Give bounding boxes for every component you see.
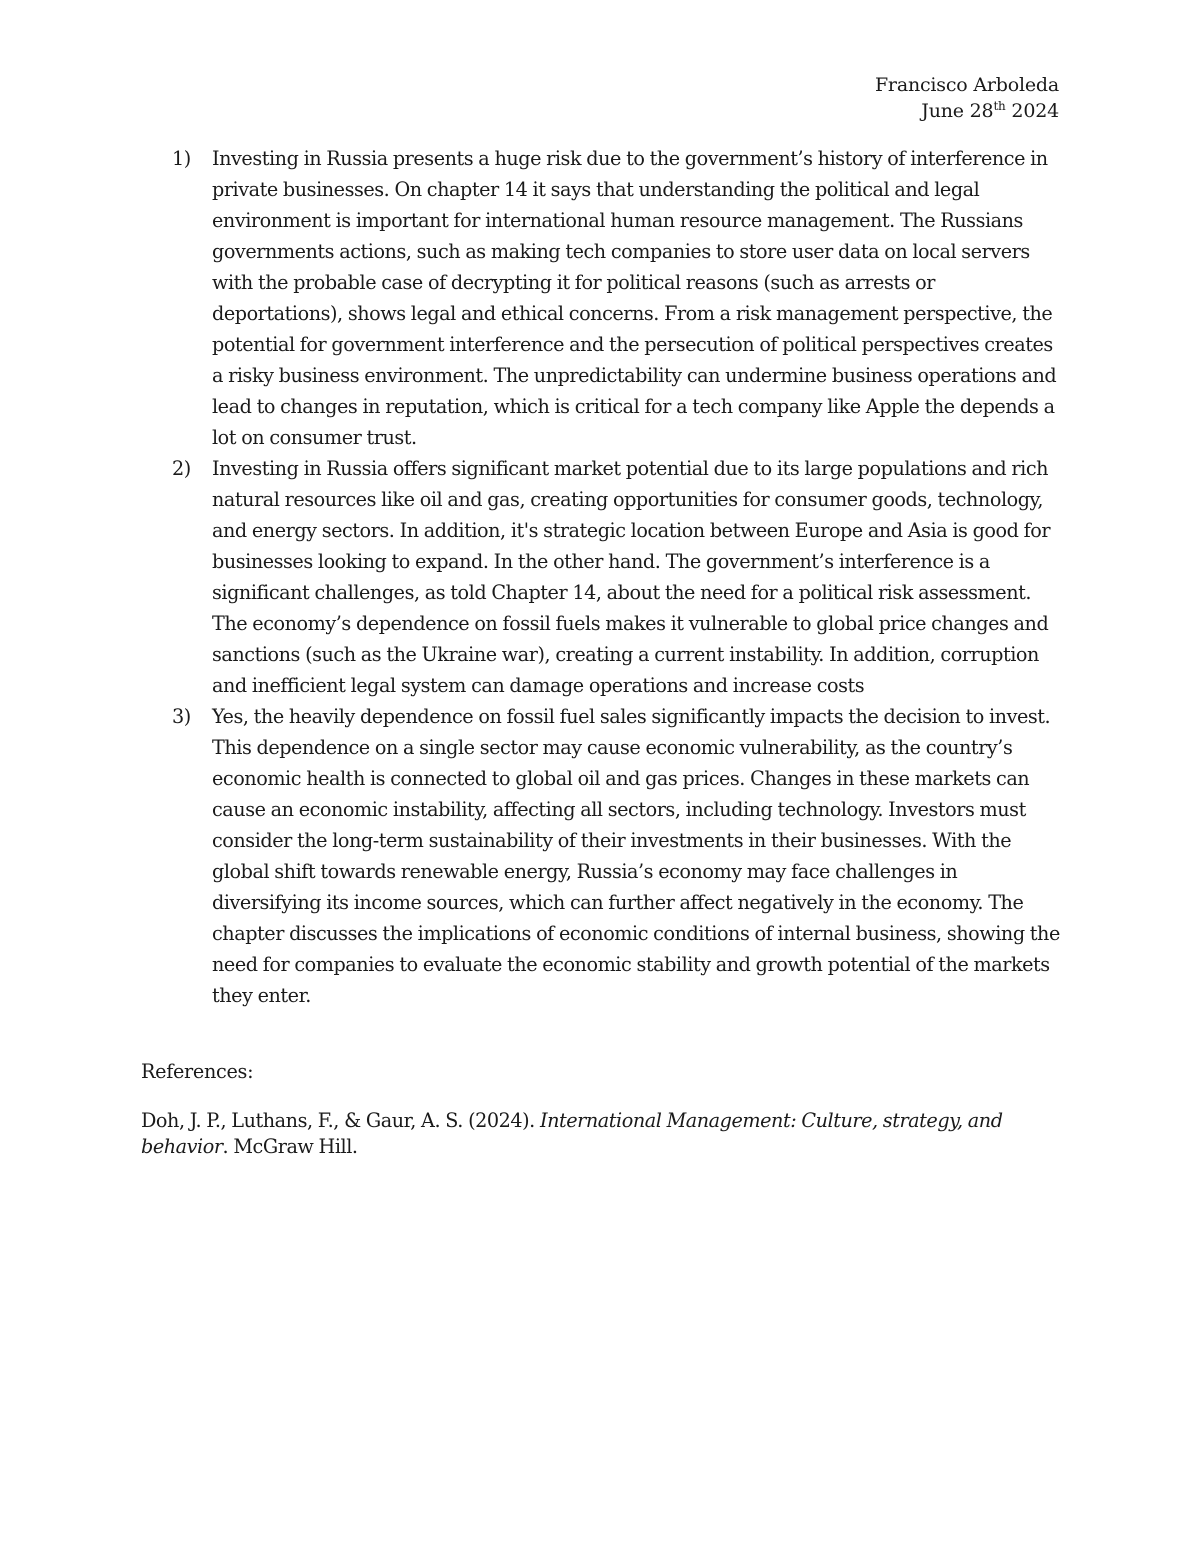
reference-publisher: . McGraw Hill. bbox=[222, 1135, 358, 1158]
document-header bbox=[875, 72, 1059, 124]
reference-entry bbox=[141, 1108, 1071, 1160]
reference-title: International Management: Culture, strategy, and behavior bbox=[141, 1109, 1003, 1158]
document-date bbox=[875, 98, 1059, 124]
references-heading: References: bbox=[141, 1060, 254, 1083]
answer-item bbox=[172, 143, 1062, 453]
answer-number: 1) bbox=[172, 147, 191, 170]
answer-text: Investing in Russia offers significant market potential due to its large populations and rich natural resources like oil and gas, creating opportunities for consumer goods, technology, and energy sectors. In addition, it's strategic location between Europe and Asia is good for businesses looking to expand. In the other hand. The government’s interference is a significant challenges, as told Chapter 14, about the need for a political risk assessment. The economy’s dependence on fossil fuels makes it vulnerable to global price changes and sanctions (such as the Ukraine war), creating a current instability. In addition, corruption and inefficient legal system can damage operations and increase costs bbox=[212, 457, 1051, 697]
answer-text: Yes, the heavily dependence on fossil fuel sales significantly impacts the decision to invest. This dependence on a single sector may cause economic vulnerability, as the country’s economic health is connected to global oil and gas prices. Changes in these markets can cause an economic instability, affecting all sectors, including technology. Investors must consider the long-term sustainability of their investments in their businesses. With the global shift towards renewable energy, Russia’s economy may face challenges in diversifying its income sources, which can further affect negatively in the economy. The chapter discusses the implications of economic conditions of internal business, showing the need for companies to evaluate the economic stability and growth potential of the markets they enter. bbox=[212, 705, 1060, 1007]
reference-authors: Doh, J. P., Luthans, F., & Gaur, A. S. (2024). bbox=[141, 1109, 540, 1132]
date-ordinal-suffix: th bbox=[993, 99, 1006, 113]
author-name: Francisco Arboleda bbox=[874, 74, 1059, 96]
answer-number: 3) bbox=[172, 705, 191, 728]
answer-item bbox=[172, 453, 1062, 701]
date-prefix: June 28 bbox=[921, 100, 994, 122]
answer-text: Investing in Russia presents a huge risk due to the government’s history of interference in private businesses. On chapter 14 it says that understanding the political and legal environment is important for international human resource management. The Russians governments actions, such as making tech companies to store user data on local servers with the probable case of decrypting it for political reasons (such as arrests or deportations), shows legal and ethical concerns. From a risk management perspective, the potential for government interference and the persecution of political perspectives creates a risky business environment. The unpredictability can undermine business operations and lead to changes in reputation, which is critical for a tech company like Apple the depends a lot on consumer trust. bbox=[212, 147, 1057, 449]
date-year: 2024 bbox=[1005, 100, 1059, 122]
answer-list bbox=[172, 143, 1062, 1011]
answer-number: 2) bbox=[172, 457, 191, 480]
answer-item bbox=[172, 701, 1062, 1011]
